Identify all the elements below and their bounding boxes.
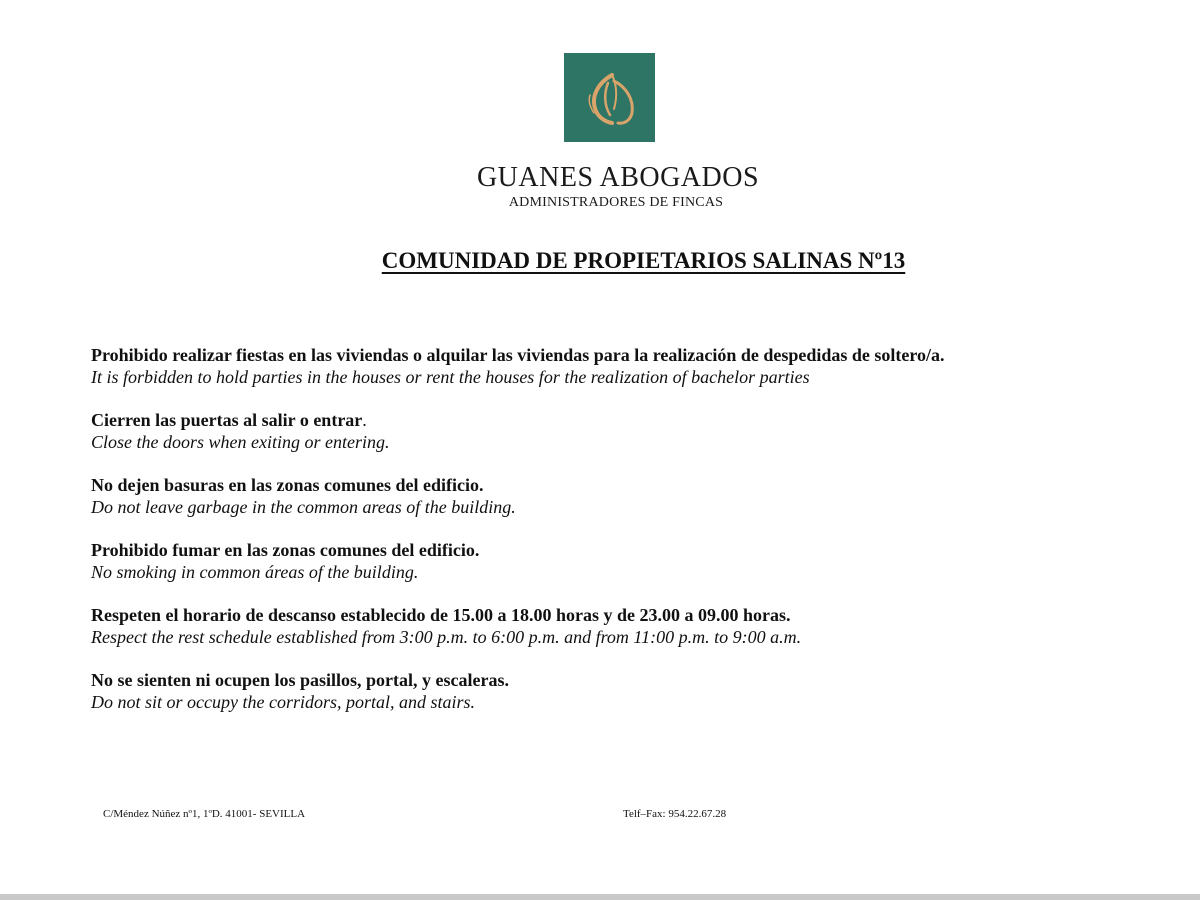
footer-phone: Telf–Fax: 954.22.67.28	[623, 808, 727, 820]
rule-spanish-text: No dejen basuras en las zonas comunes del edificio.	[91, 475, 484, 495]
document-title: COMUNIDAD DE PROPIETARIOS SALINAS Nº13	[381, 248, 906, 273]
rule-spanish-text: Cierren las puertas al salir o entrar.	[91, 410, 367, 430]
rule-item	[91, 539, 1131, 583]
rule-item	[91, 344, 1131, 388]
rule-english-text: Do not sit or occupy the corridors, portal, and stairs.	[91, 692, 476, 712]
rule-item	[91, 604, 1131, 648]
rule-spanish-text: Prohibido realizar fiestas en las viviendas o alquilar las viviendas para la realización de despedidas de soltero/a.	[91, 345, 945, 365]
rule-english-text: No smoking in common áreas of the building.	[91, 562, 419, 582]
page-bottom-edge	[0, 894, 1200, 900]
leaf-swirl-emblem-icon	[564, 53, 655, 142]
firm-subtitle: ADMINISTRADORES DE FINCAS	[508, 195, 724, 210]
rule-spanish-text: No se sienten ni ocupen los pasillos, portal, y escaleras.	[91, 670, 510, 690]
rule-english-text: Do not leave garbage in the common areas of the building.	[91, 497, 516, 517]
rule-english-text: It is forbidden to hold parties in the houses or rent the houses for the realization of bachelor parties	[91, 367, 810, 387]
rule-english-text: Close the doors when exiting or entering.	[91, 432, 390, 452]
rules-list	[91, 344, 1131, 734]
rule-item	[91, 474, 1131, 518]
rule-english-text: Respect the rest schedule established from 3:00 p.m. to 6:00 p.m. and from 11:00 p.m. to 9:00 a.m.	[91, 627, 802, 647]
firm-name: GUANES ABOGADOS	[476, 162, 760, 193]
logo-emblem	[564, 53, 655, 142]
rule-item	[91, 409, 1131, 453]
rule-spanish-text: Prohibido fumar en las zonas comunes del edificio.	[91, 540, 480, 560]
footer-address: C/Méndez Núñez nº1, 1ºD. 41001- SEVILLA	[103, 808, 306, 820]
rule-item	[91, 669, 1131, 713]
rule-spanish-text: Respeten el horario de descanso establecido de 15.00 a 18.00 horas y de 23.00 a 09.00 horas.	[91, 605, 791, 625]
